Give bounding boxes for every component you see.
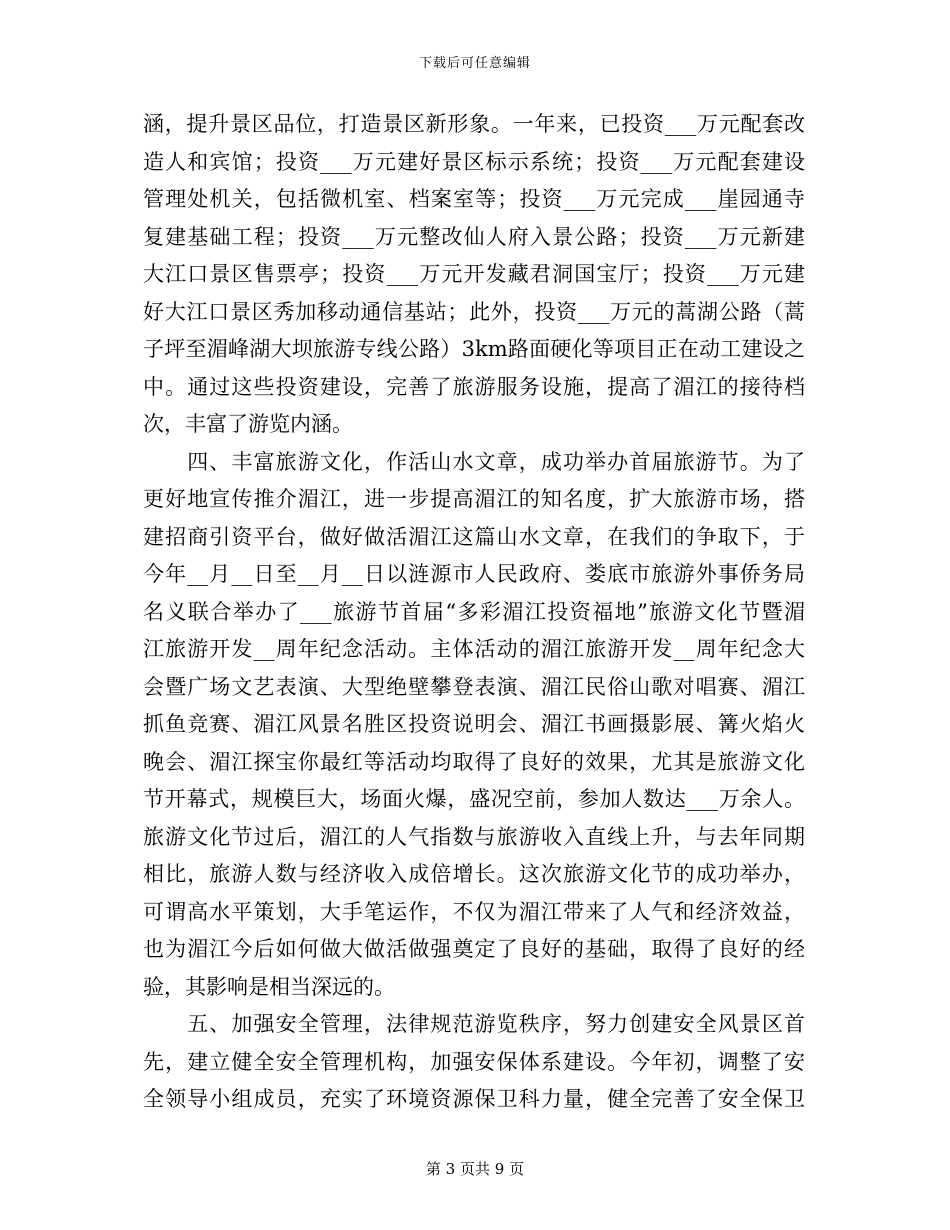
- text-line: 涵，提升景区品位，打造景区新形象。一年来，已投资___万元配套改: [143, 112, 805, 136]
- text-line: 子坪至湄峰湖大坝旅游专线公路）3km路面硬化等项目正在动工建设之: [143, 337, 805, 361]
- text-line: 管理处机关，包括微机室、档案室等；投资___万元完成___崖园通寺: [143, 187, 805, 211]
- text-line: 好大江口景区秀加移动通信基站；此外，投资___万元的蒿湖公路（蒿: [143, 299, 805, 324]
- text-line: 复建基础工程；投资___万元整改仙人府入景公路；投资___万元新建: [143, 224, 805, 249]
- body-text: [143, 106, 805, 1119]
- text-line: 先，建立健全安全管理机构，加强安保体系建设。今年初，调整了安: [143, 1049, 805, 1074]
- text-line: 可谓高水平策划，大手笔运作，不仅为湄江带来了人气和经济效益，: [143, 899, 805, 924]
- text-line: 节开幕式，规模巨大，场面火爆，盛况空前，参加人数达___万余人。: [143, 787, 805, 811]
- text-line: 名义联合举办了___旅游节首届“多彩湄江投资福地”旅游文化节暨湄: [143, 599, 805, 624]
- text-line: 更好地宣传推介湄江，进一步提高湄江的知名度，扩大旅游市场，搭: [143, 487, 805, 511]
- text-line: 建招商引资平台，做好做活湄江这篇山水文章，在我们的争取下，于: [143, 524, 805, 549]
- text-line: 抓鱼竞赛、湄江风景名胜区投资说明会、湄江书画摄影展、篝火焰火: [143, 712, 805, 736]
- page-footer: 第 3 页共 9 页: [425, 1160, 525, 1178]
- page-header: 下载后可任意编辑: [418, 56, 531, 71]
- text-line: 相比，旅游人数与经济收入成倍增长。这次旅游文化节的成功举办，: [143, 862, 805, 886]
- text-line: 造人和宾馆；投资___万元建好景区标示系统；投资___万元配套建设: [143, 149, 805, 174]
- text-line: 会暨广场文艺表演、大型绝壁攀登表演、湄江民俗山歌对唱赛、湄江: [143, 674, 805, 699]
- text-line: 次，丰富了游览内涵。: [143, 412, 353, 436]
- text-line: 四、丰富旅游文化，作活山水文章，成功举办首届旅游节。为了: [143, 449, 805, 474]
- text-line: 验，其影响是相当深远的。: [143, 974, 395, 999]
- text-line: 旅游文化节过后，湄江的人气指数与旅游收入直线上升，与去年同期: [143, 824, 805, 849]
- text-line: 大江口景区售票亭；投资___万元开发藏君洞国宝厅；投资___万元建: [143, 262, 805, 286]
- text-line: 今年__月__日至__月__日以涟源市人民政府、娄底市旅游外事侨务局: [143, 562, 805, 586]
- text-line: 晚会、湄江探宝你最红等活动均取得了良好的效果，尤其是旅游文化: [143, 749, 805, 774]
- text-line: 五、加强安全管理，法律规范游览秩序，努力创建安全风景区首: [143, 1012, 805, 1036]
- text-line: 中。通过这些投资建设，完善了旅游服务设施，提高了湄江的接待档: [143, 374, 805, 399]
- text-line: 江旅游开发__周年纪念活动。主体活动的湄江旅游开发__周年纪念大: [143, 637, 805, 661]
- text-line: 全领导小组成员，充实了环境资源保卫科力量，健全完善了安全保卫: [143, 1087, 805, 1111]
- text-line: 也为湄江今后如何做大做活做强奠定了良好的基础，取得了良好的经: [143, 937, 805, 961]
